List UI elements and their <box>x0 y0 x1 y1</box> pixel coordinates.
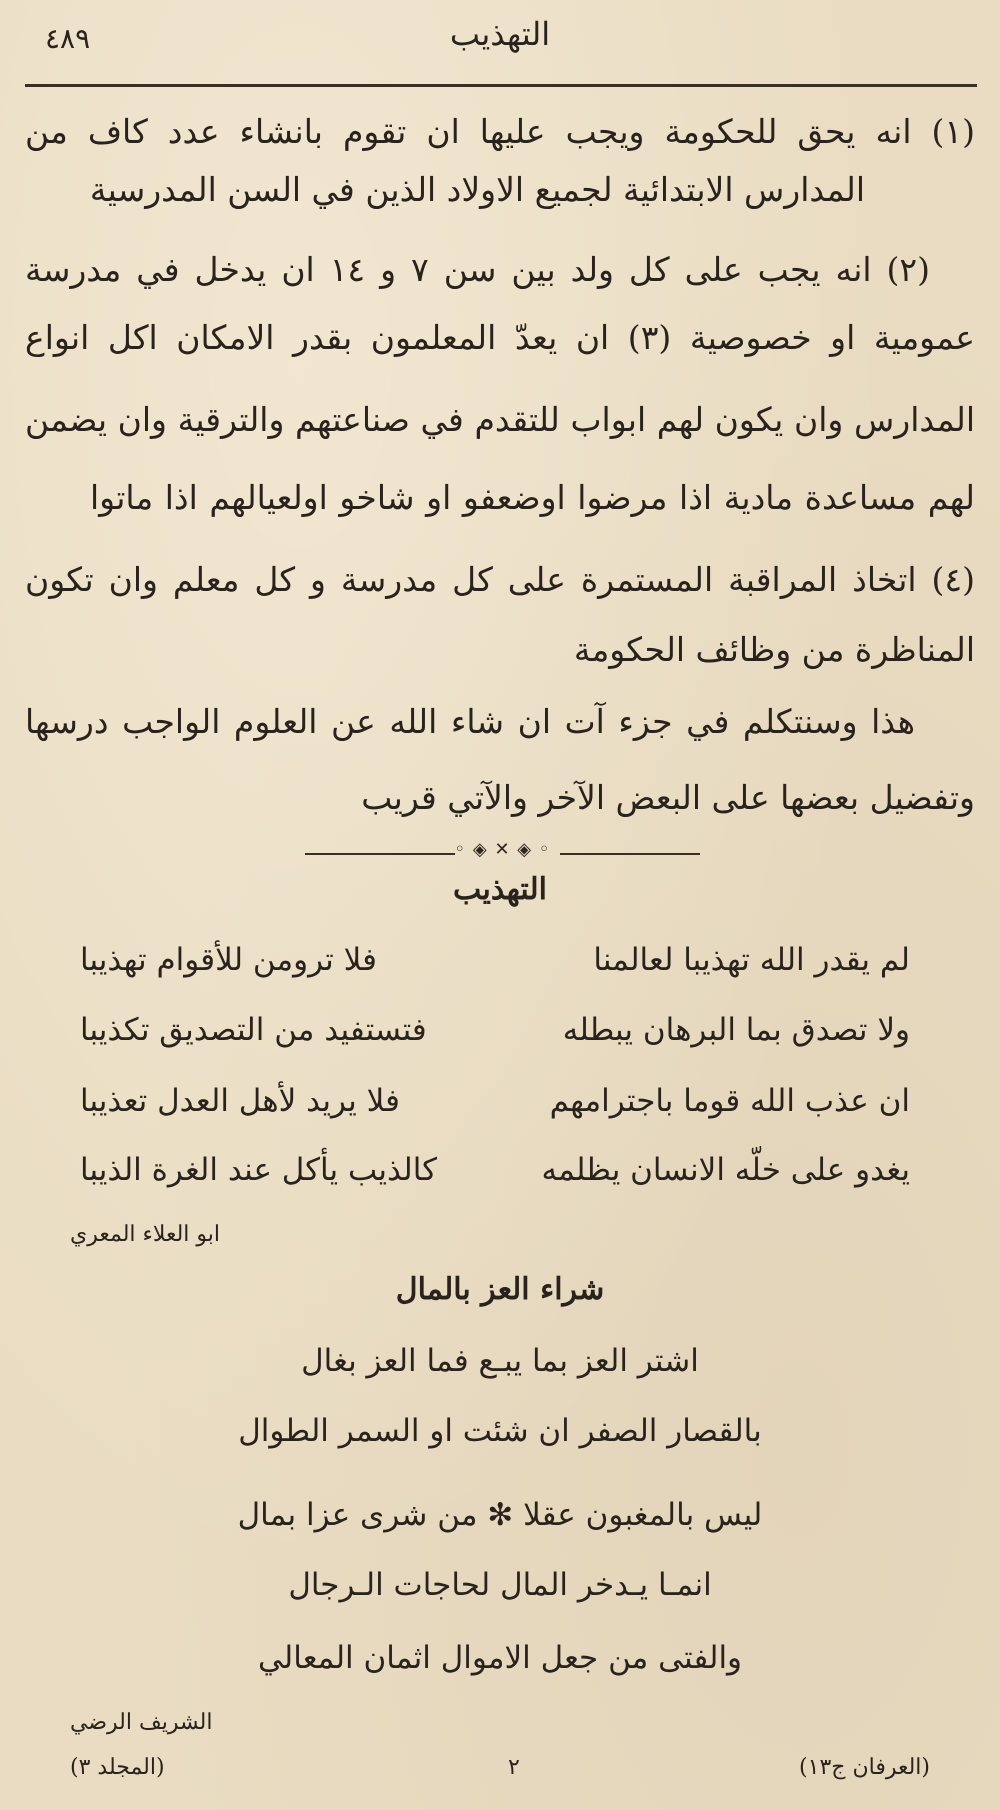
verse-hemistich-left: فتستفيد من التصديق تكذيبا <box>80 1012 427 1048</box>
body-line-10: وتفضيل بعضها على البعض الآخر والآتي قريب <box>361 778 975 817</box>
body-line-1: (١) انه يحق للحكومة ويجب عليها ان تقوم بانشاء عدد كاف من <box>25 112 975 151</box>
poem1-verse-3 <box>80 1083 910 1133</box>
poem1-title: التهذيب <box>453 872 547 907</box>
poem1-author: ابو العلاء المعري <box>70 1222 220 1247</box>
verse-hemistich-left: كالذيب يأكل عند الغرة الذيبا <box>80 1152 437 1188</box>
poem2-line-5: والفتى من جعل الاموال اثمان المعالي <box>257 1640 743 1676</box>
verse-hemistich-left: فلا ترومن للأقوام تهذيبا <box>80 942 377 978</box>
running-title: التهذيب <box>449 15 551 53</box>
poem2-line-2: بالقصار الصفر ان شئت او السمر الطوال <box>238 1413 762 1449</box>
verse-hemistich-right: ان عذب الله قوما باجترامهم <box>549 1083 910 1119</box>
poem2-title: شراء العز بالمال <box>395 1272 605 1307</box>
poem1-verse-2 <box>80 1012 910 1062</box>
poem1-verse-4 <box>80 1152 910 1202</box>
body-line-2: المدارس الابتدائية لجميع الاولاد الذين في السن المدرسية <box>89 170 865 209</box>
header-rule <box>25 84 977 87</box>
poem2-author: الشريف الرضي <box>70 1710 213 1735</box>
body-line-8: المناظرة من وظائف الحكومة <box>573 630 975 669</box>
poem1-verse-1 <box>80 942 910 992</box>
body-line-5: المدارس وان يكون لهم ابواب للتقدم في صناعتهم والترقية وان يضمن <box>25 400 975 439</box>
verse-hemistich-left: فلا يريد لأهل العدل تعذيبا <box>80 1083 400 1119</box>
verse-hemistich-right: ولا تصدق بما البرهان يبطله <box>562 1012 910 1048</box>
verse-hemistich-right: لم يقدر الله تهذيبا لعالمنا <box>593 942 910 978</box>
poem2-line-4: انمـا يـدخر المال لحاجات الـرجال <box>288 1567 712 1603</box>
footer-journal: (العرفان ج١٣) <box>799 1755 930 1780</box>
verse-hemistich-right: يغدو على خلّه الانسان يظلمه <box>541 1152 910 1188</box>
ornamental-divider <box>305 839 700 861</box>
body-line-7: (٤) اتخاذ المراقبة المستمرة على كل مدرسة و كل معلم وان تكون <box>25 560 975 599</box>
footer-signature: ٢ <box>508 1755 520 1780</box>
poem2-line-3: ليس بالمغبون عقلا ✻ من شرى عزا بمال <box>237 1497 763 1533</box>
ornament-icon: ◦ ◈ ✕ ◈ ◦ <box>454 839 551 860</box>
poem2-line-1: اشتر العز بما يبـع فما العز بغال <box>301 1343 699 1379</box>
page-number: ٤٨٩ <box>45 22 91 55</box>
body-line-6: لهم مساعدة مادية اذا مرضوا اوضعفو او شاخو اولعيالهم اذا ماتوا <box>90 478 975 517</box>
body-line-4: عمومية او خصوصية (٣) ان يعدّ المعلمون بقدر الامكان اكل انواع <box>25 318 976 357</box>
body-line-3: (٢) انه يجب على كل ولد بين سن ٧ و ١٤ ان يدخل في مدرسة <box>25 250 930 289</box>
footer-volume: (المجلد ٣) <box>70 1755 165 1780</box>
body-line-9: هذا وسنتكلم في جزء آت ان شاء الله عن العلوم الواجب درسها <box>25 702 915 741</box>
